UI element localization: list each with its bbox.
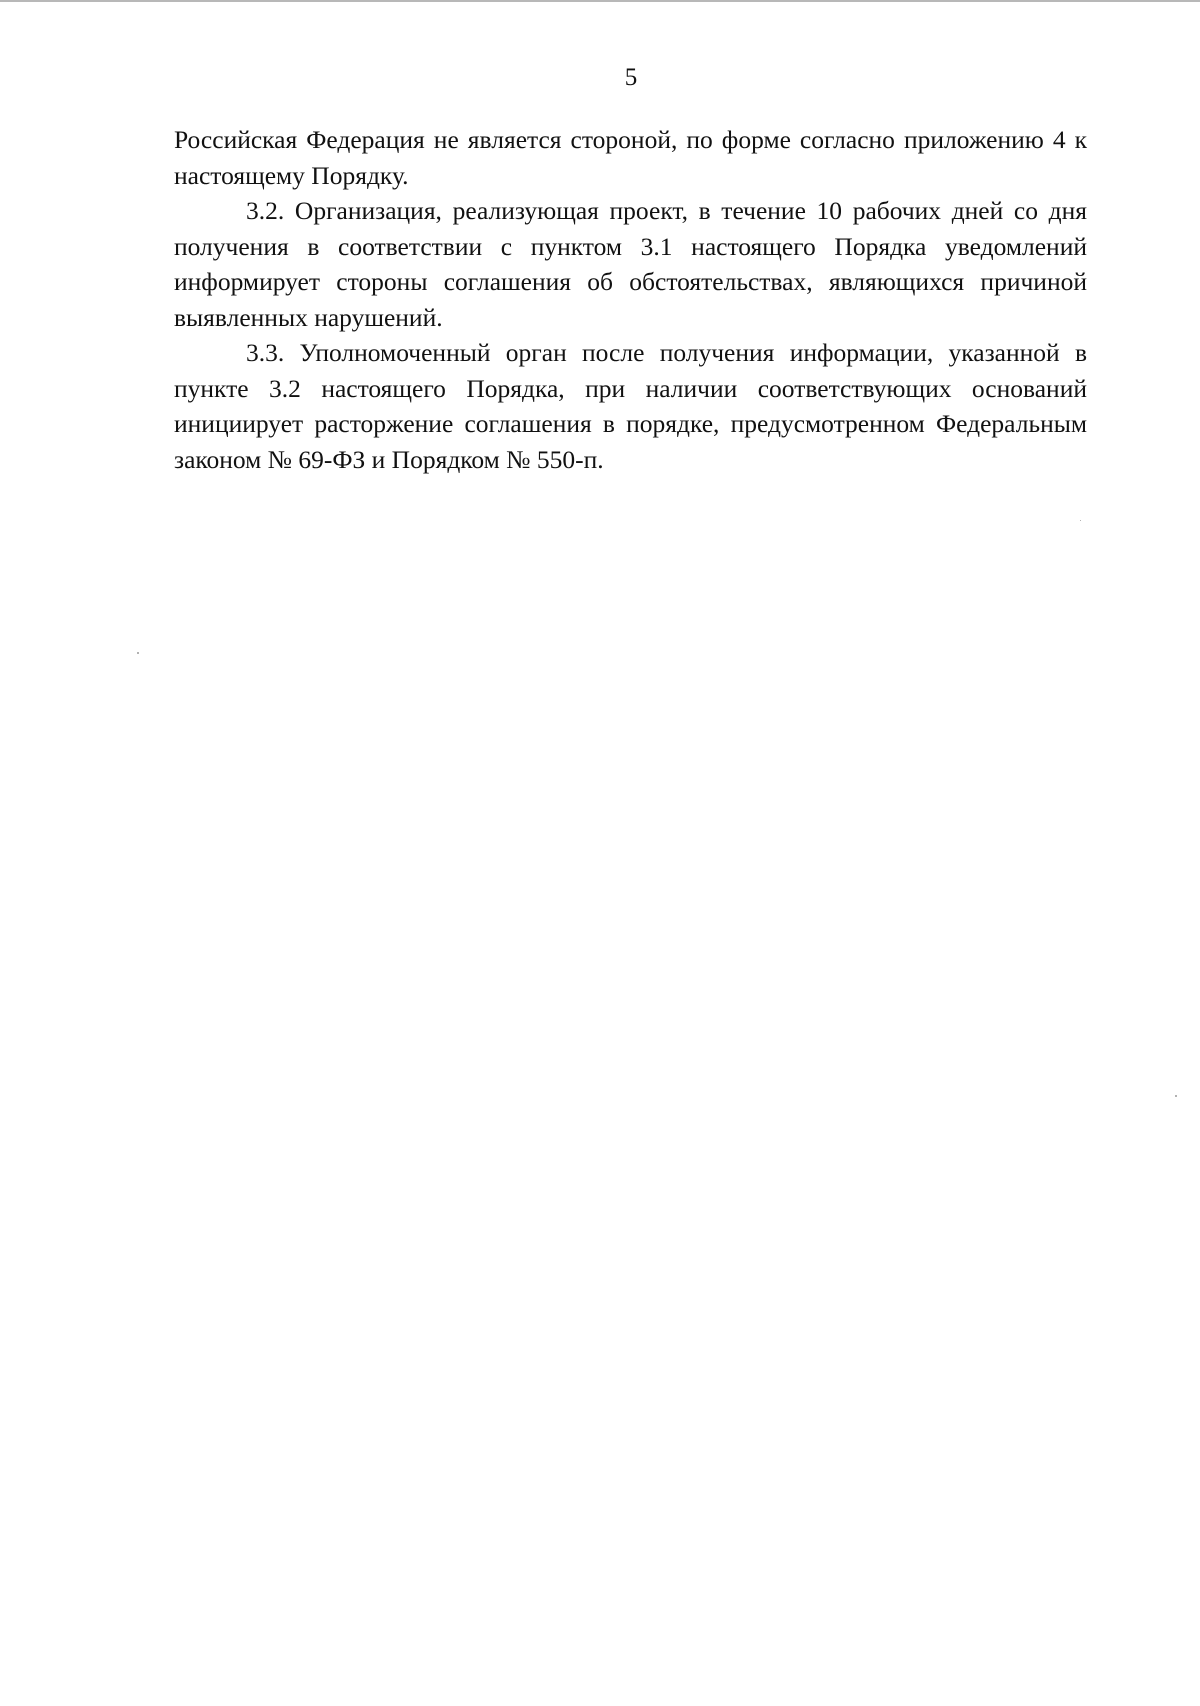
paragraph-continuation: Российская Федерация не является стороной, по форме согласно приложению 4 к настоящему Порядку. <box>174 125 1087 190</box>
scan-speck <box>137 652 139 654</box>
paragraph-3-2: 3.2. Организация, реализующая проект, в течение 10 рабочих дней со дня получения в соответствии с пунктом 3.1 настоящего Порядка уведомлений информирует стороны соглашения об обстоятельствах, являющихся причиной выявленных нарушений. <box>174 196 1087 332</box>
document-body <box>174 122 1087 477</box>
scan-speck <box>1175 1095 1177 1097</box>
scan-speck <box>1080 520 1081 521</box>
page-number: 5 <box>624 64 638 91</box>
scan-top-edge <box>0 0 1200 2</box>
paragraph-3-3: 3.3. Уполномоченный орган после получения информации, указанной в пункте 3.2 настоящего Порядка, при наличии соответствующих оснований инициирует расторжение соглашения в порядке, предусмотренном Федеральным законом № 69-ФЗ и Порядком № 550-п. <box>174 338 1087 474</box>
